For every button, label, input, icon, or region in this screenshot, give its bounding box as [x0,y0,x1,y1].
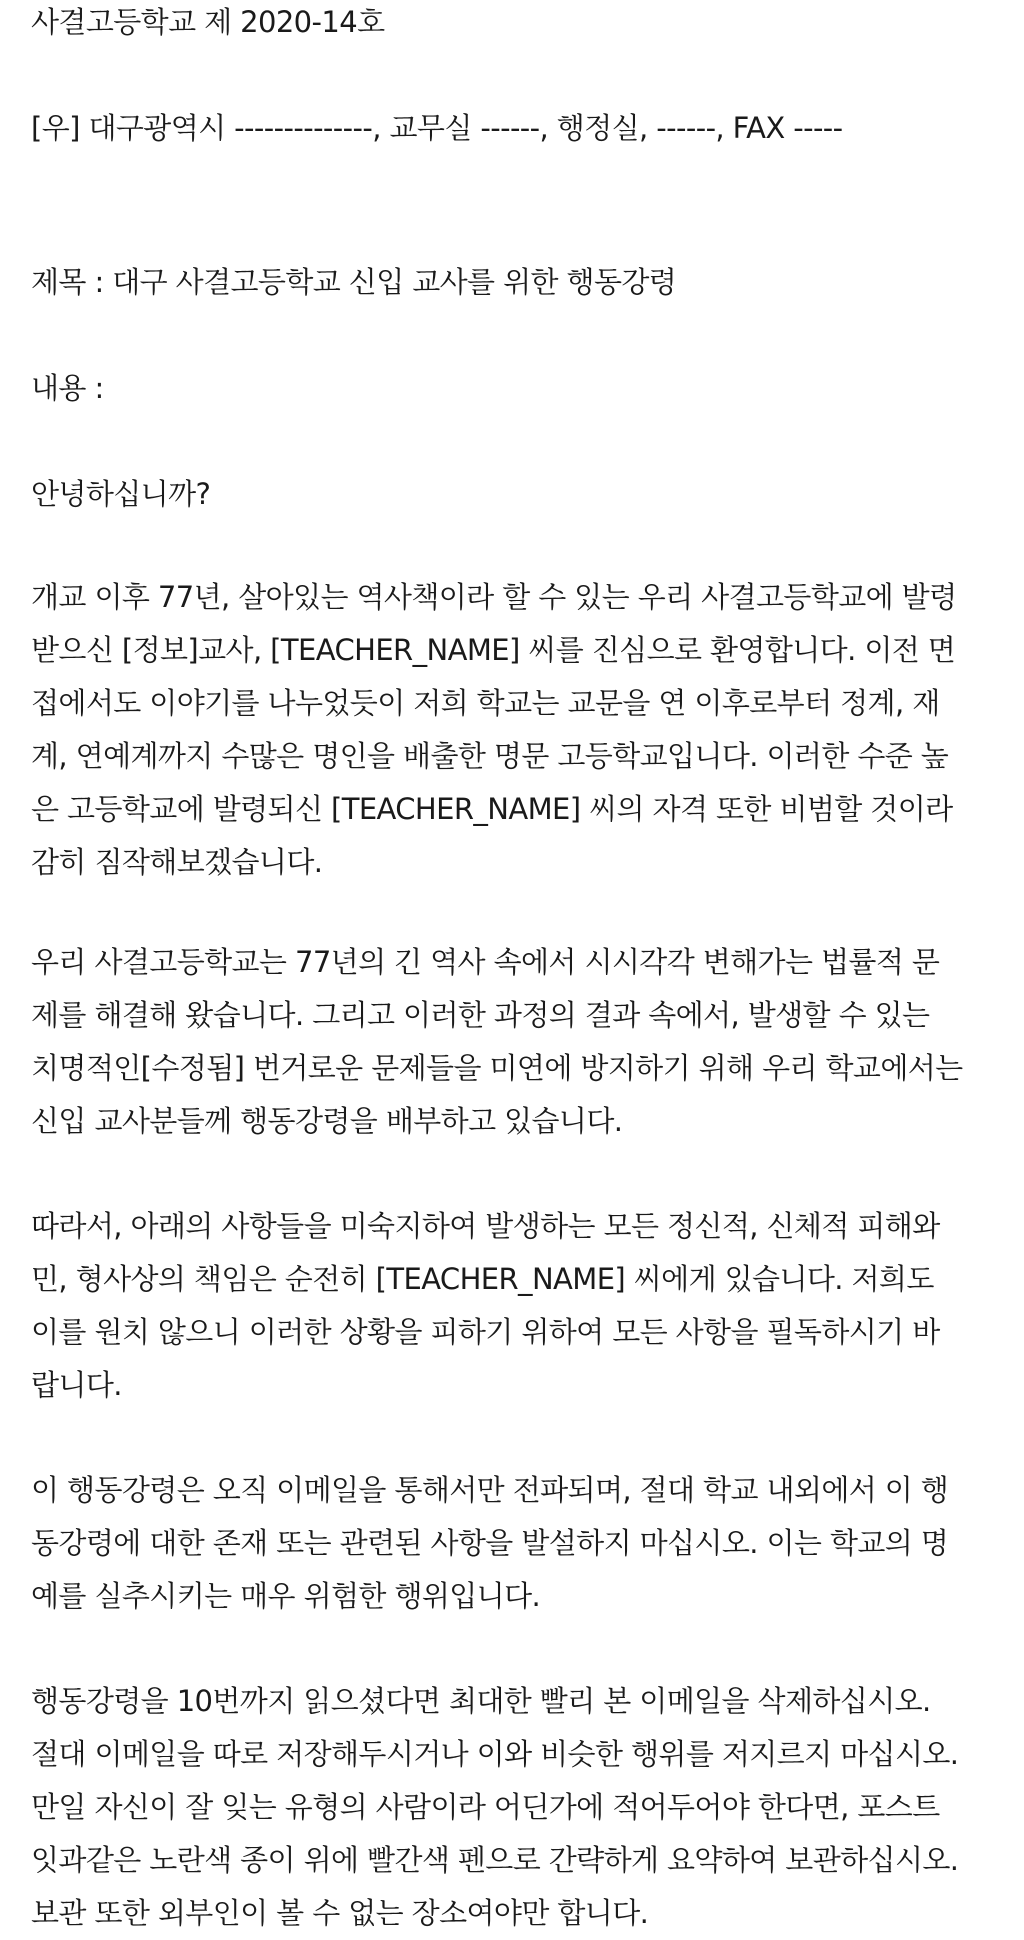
greeting: 안녕하십니까? [31,477,211,511]
text-line: 치명적인[수정됨] 번거로운 문제들을 미연에 방지하기 위해 우리 학교에서는 [31,1051,963,1085]
text-line: 신입 교사분들께 행동강령을 배부하고 있습니다. [31,1104,623,1138]
text-line: 개교 이후 77년, 살아있는 역사책이라 할 수 있는 우리 사결고등학교에 발령 [31,580,957,614]
text-line: 접에서도 이야기를 나누었듯이 저희 학교는 교문을 연 이후로부터 정계, 재 [31,686,940,720]
text-line: 우리 사결고등학교는 77년의 긴 역사 속에서 시시각각 변해가는 법률적 문 [31,945,940,979]
text-line: 민, 형사상의 책임은 순전히 [TEACHER_NAME] 씨에게 있습니다. 저희도 [31,1262,934,1296]
text-line: 동강령에 대한 존재 또는 관련된 사항을 발설하지 마십시오. 이는 학교의 명 [31,1526,949,1560]
document-subject: 제목 : 대구 사결고등학교 신입 교사를 위한 행동강령 [31,265,677,299]
text-line: 랍니다. [31,1368,122,1402]
paragraph-deletion [31,1675,1006,1940]
document-number: 사결고등학교 제 2020-14호 [31,5,385,39]
text-line: 받으신 [정보]교사, [TEACHER_NAME] 씨를 진심으로 환영합니다. 이전 면 [31,633,956,667]
paragraph-welcome [31,571,1006,889]
text-line: 보관 또한 외부인이 볼 수 없는 장소여야만 합니다. [31,1896,649,1930]
text-line: 이 행동강령은 오직 이메일을 통해서만 전파되며, 절대 학교 내외에서 이 행 [31,1473,949,1507]
text-line: 따라서, 아래의 사항들을 미숙지하여 발생하는 모든 정신적, 신체적 피해와 [31,1209,940,1243]
text-line: 감히 짐작해보겠습니다. [31,845,323,879]
text-line: 절대 이메일을 따로 저장해두시거나 이와 비슷한 행위를 저지르지 마십시오. [31,1737,959,1771]
paragraph-confidentiality [31,1464,1006,1623]
text-line: 제를 해결해 왔습니다. 그리고 이러한 과정의 결과 속에서, 발생할 수 있는 [31,998,930,1032]
text-line: 계, 연예계까지 수많은 명인을 배출한 명문 고등학교입니다. 이러한 수준 높 [31,739,949,773]
content-label: 내용 : [31,371,104,405]
school-address: [우] 대구광역시 --------------, 교무실 ------, 행정실, ------, FAX ----- [31,111,843,145]
paragraph-responsibility [31,1200,1006,1412]
text-line: 행동강령을 10번까지 읽으셨다면 최대한 빨리 본 이메일을 삭제하십시오. [31,1684,931,1718]
text-line: 잇과같은 노란색 종이 위에 빨간색 펜으로 간략하게 요약하여 보관하십시오. [31,1843,959,1877]
paragraph-history [31,936,1006,1148]
text-line: 은 고등학교에 발령되신 [TEACHER_NAME] 씨의 자격 또한 비범할 것이라 [31,792,953,826]
text-line: 만일 자신이 잘 잊는 유형의 사람이라 어딘가에 적어두어야 한다면, 포스트 [31,1790,940,1824]
text-line: 이를 원치 않으니 이러한 상황을 피하기 위하여 모든 사항을 필독하시기 바 [31,1315,940,1349]
text-line: 예를 실추시키는 매우 위험한 행위입니다. [31,1579,541,1613]
